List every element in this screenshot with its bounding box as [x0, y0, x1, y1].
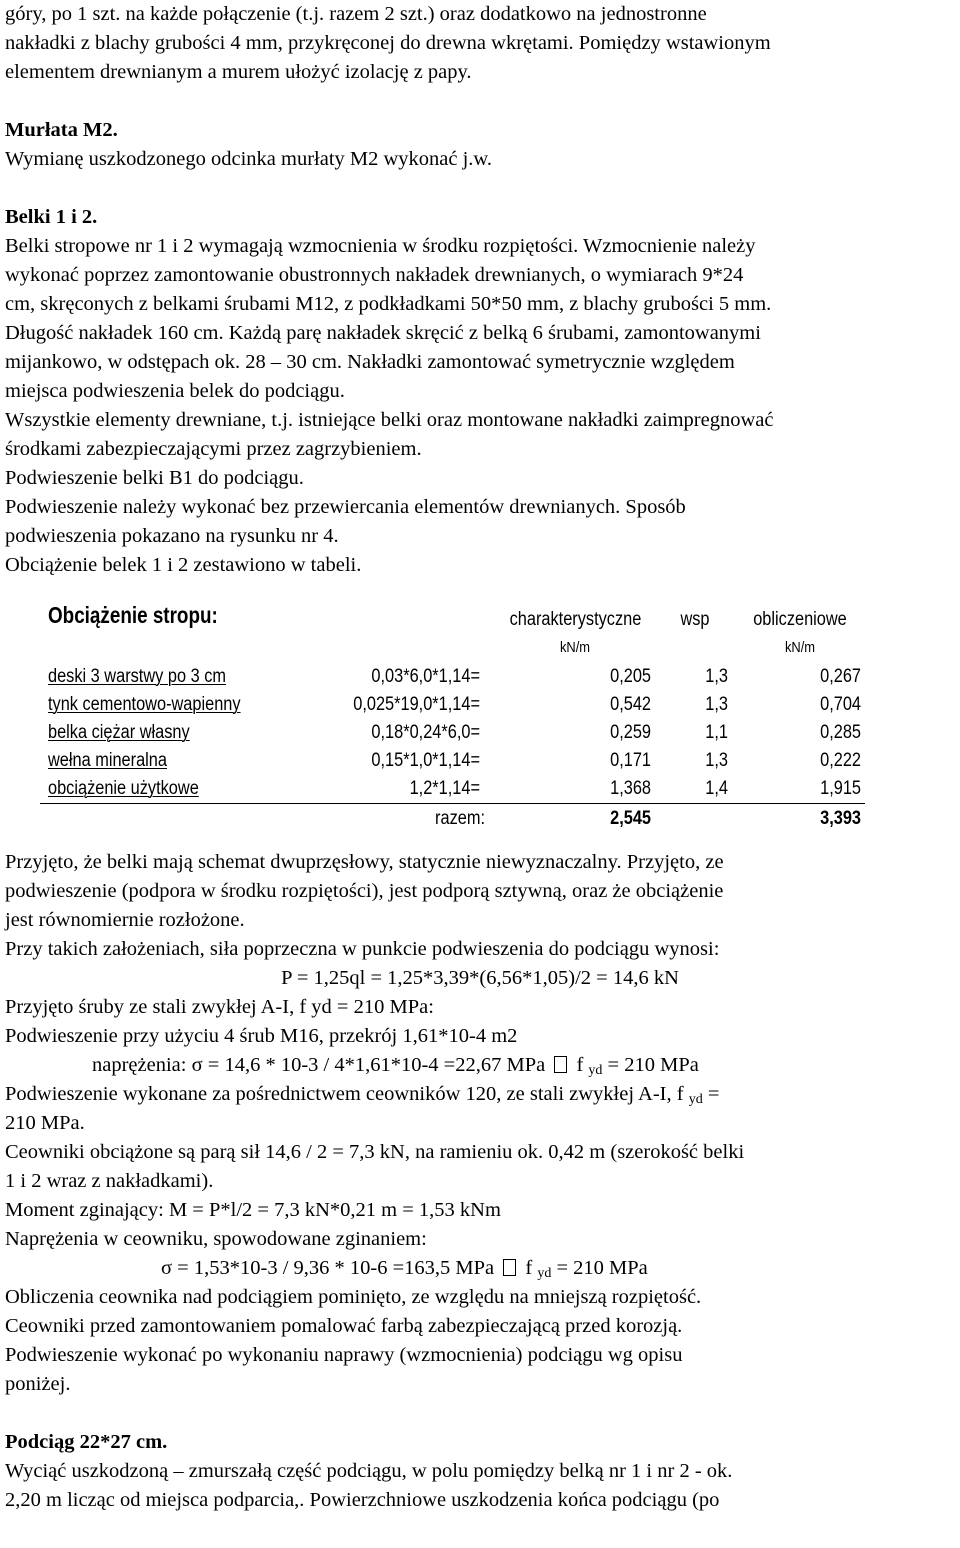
row-char: 1,368 — [610, 778, 651, 799]
row-name: obciążenie użytkowe — [48, 778, 199, 799]
load-table — [5, 580, 955, 848]
row-name: belka ciężar własny — [48, 722, 190, 743]
text-line: 2,20 m licząc od miejsca podparcia,. Powierzchniowe uszkodzenia końca podciągu (po — [5, 1489, 720, 1511]
row-char: 0,259 — [610, 722, 651, 743]
unit-obl: kN/m — [784, 639, 816, 656]
text-line: Ceowniki przed zamontowaniem pomalować farbą zabezpieczającą przed korozją. — [5, 1315, 683, 1337]
document-page — [5, 0, 955, 1515]
heading-murlata: Murłata M2. — [5, 119, 118, 141]
text-line: Podwieszenie należy wykonać bez przewiercania elementów drewnianych. Sposób — [5, 496, 686, 518]
text-line: 1 i 2 wraz z nakładkami). — [5, 1170, 214, 1192]
formula-text: naprężenia: σ = 14,6 * 10-3 / 4*1,61*10-4 =22,67 MPa — [92, 1054, 546, 1076]
text-line: Przyjęto, że belki mają schemat dwuprzęsłowy, statycznie niewyznaczalny. Przyjęto, ze — [5, 851, 724, 873]
row-formula: 0,15*1,0*1,14= — [371, 750, 480, 771]
text-line: Naprężenia w ceowniku, spowodowane zginaniem: — [5, 1228, 427, 1250]
row-obl: 1,915 — [820, 778, 861, 799]
text-line: Wszystkie elementy drewniane, t.j. istniejące belki oraz montowane nakładki zaimpregnować — [5, 409, 774, 431]
total-obl: 3,393 — [820, 808, 861, 829]
text-line: podwieszenia pokazano na rysunku nr 4. — [5, 525, 339, 547]
text-line: Przy takich założeniach, siła poprzeczna w punkcie podwieszenia do podciągu wynosi: — [5, 938, 720, 960]
text-line: Belki stropowe nr 1 i 2 wymagają wzmocnienia w środku rozpiętości. Wzmocnienie należy — [5, 235, 756, 257]
row-wsp: 1,3 — [705, 694, 728, 715]
text-line: miejsca podwieszenia belek do podciągu. — [5, 380, 345, 402]
formula-text: = 210 MPa — [556, 1257, 648, 1279]
total-char: 2,545 — [610, 808, 651, 829]
row-obl: 0,285 — [820, 722, 861, 743]
text-line — [5, 1080, 955, 1109]
text-line: Przyjęto śruby ze stali zwykłej A-I, f yd = 210 MPa: — [5, 996, 434, 1018]
formula-bending-stress — [5, 1254, 955, 1283]
unit-char: kN/m — [559, 639, 591, 656]
text-line: elementem drewnianym a murem ułożyć izolację z papy. — [5, 61, 472, 83]
text-line: cm, skręconych z belkami śrubami M12, z podkładkami 50*50 mm, z blachy grubości 5 mm. — [5, 293, 772, 315]
subscript-yd: yd — [588, 1063, 603, 1078]
less-equal-symbol-icon — [554, 1056, 567, 1073]
row-char: 0,542 — [610, 694, 651, 715]
text-span: Podwieszenie wykonane za pośrednictwem ceowników 120, ze stali zwykłej A-I, f — [5, 1083, 684, 1105]
formula-text: σ = 1,53*10-3 / 9,36 * 10-6 =163,5 MPa — [161, 1257, 495, 1279]
formula-bolt-stress — [5, 1051, 955, 1080]
formula-f: f — [576, 1054, 584, 1076]
less-equal-symbol-icon — [503, 1259, 516, 1276]
col-header-obl: obliczeniowe — [753, 609, 847, 630]
formula-text: = 210 MPa — [607, 1054, 699, 1076]
col-header-char: charakterystyczne — [509, 609, 642, 630]
text-line: Obciążenie belek 1 i 2 zestawiono w tabeli. — [5, 554, 362, 576]
formula-shear-force: P = 1,25ql = 1,25*3,39*(6,56*1,05)/2 = 14,6 kN — [281, 967, 679, 989]
text-line: Moment zginający: M = P*l/2 = 7,3 kN*0,21 m = 1,53 kNm — [5, 1199, 501, 1221]
subscript-yd: yd — [537, 1266, 552, 1281]
text-line: 210 MPa. — [5, 1112, 85, 1134]
text-line: wykonać poprzez zamontowanie obustronnych nakładek drewnianych, o wymiarach 9*24 — [5, 264, 744, 286]
col-header-wsp: wsp — [680, 609, 710, 630]
table-title: Obciążenie stropu: — [48, 602, 218, 628]
text-line: Długość nakładek 160 cm. Każdą parę nakładek skręcić z belką 6 śrubami, zamontowanymi — [5, 322, 761, 344]
row-formula: 0,03*6,0*1,14= — [371, 666, 480, 687]
text-line: nakładki z blachy grubości 4 mm, przykręconej do drewna wkrętami. Pomiędzy wstawionym — [5, 32, 771, 54]
text-line: Wymianę uszkodzonego odcinka murłaty M2 wykonać j.w. — [5, 148, 493, 170]
text-line: Ceowniki obciążone są parą sił 14,6 / 2 = 7,3 kN, na ramieniu ok. 0,42 m (szerokość belki — [5, 1141, 745, 1163]
row-obl: 0,222 — [820, 750, 861, 771]
row-wsp: 1,4 — [705, 778, 728, 799]
text-span: = — [707, 1083, 720, 1105]
intro-paragraph — [5, 0, 955, 87]
heading-podciag: Podciąg 22*27 cm. — [5, 1431, 168, 1453]
row-obl: 0,704 — [820, 694, 861, 715]
row-wsp: 1,1 — [705, 722, 728, 743]
row-formula: 0,025*19,0*1,14= — [353, 694, 480, 715]
row-formula: 0,18*0,24*6,0= — [371, 722, 480, 743]
row-wsp: 1,3 — [705, 666, 728, 687]
row-wsp: 1,3 — [705, 750, 728, 771]
belki-paragraph — [5, 232, 955, 580]
text-line: góry, po 1 szt. na każde połączenie (t.j. razem 2 szt.) oraz dodatkowo na jednostronne — [5, 3, 707, 25]
row-formula: 1,2*1,14= — [409, 778, 480, 799]
formula-f: f — [525, 1257, 533, 1279]
text-line: podwieszenie (podpora w środku rozpiętości), jest podporą sztywną, oraz że obciążenie — [5, 880, 724, 902]
text-line: Obliczenia ceownika nad podciągiem pominięto, ze względu na mniejszą rozpiętość. — [5, 1286, 702, 1308]
row-char: 0,171 — [610, 750, 651, 771]
text-line: mijankowo, w odstępach ok. 28 – 30 cm. Nakładki zamontować symetrycznie względem — [5, 351, 735, 373]
text-line: Podwieszenie przy użyciu 4 śrub M16, przekrój 1,61*10-4 m2 — [5, 1025, 518, 1047]
heading-belki: Belki 1 i 2. — [5, 206, 98, 228]
text-line: jest równomiernie rozłożone. — [5, 909, 245, 931]
row-name: wełna mineralna — [48, 750, 167, 771]
calculation-section — [5, 848, 955, 1399]
row-char: 0,205 — [610, 666, 651, 687]
text-line: Podwieszenie belki B1 do podciągu. — [5, 467, 304, 489]
total-label: razem: — [435, 808, 485, 829]
text-line: środkami zabezpieczającymi przez zagrzybieniem. — [5, 438, 422, 460]
row-obl: 0,267 — [820, 666, 861, 687]
table-divider — [40, 803, 865, 804]
text-line: Wyciąć uszkodzoną – zmurszałą część podciągu, w polu pomiędzy belką nr 1 i nr 2 - ok. — [5, 1460, 733, 1482]
text-line: Podwieszenie wykonać po wykonaniu naprawy (wzmocnienia) podciągu wg opisu — [5, 1344, 683, 1366]
row-name: tynk cementowo-wapienny — [48, 694, 241, 715]
row-name: deski 3 warstwy po 3 cm — [48, 666, 226, 687]
subscript-yd: yd — [688, 1092, 703, 1107]
text-line: poniżej. — [5, 1373, 71, 1395]
